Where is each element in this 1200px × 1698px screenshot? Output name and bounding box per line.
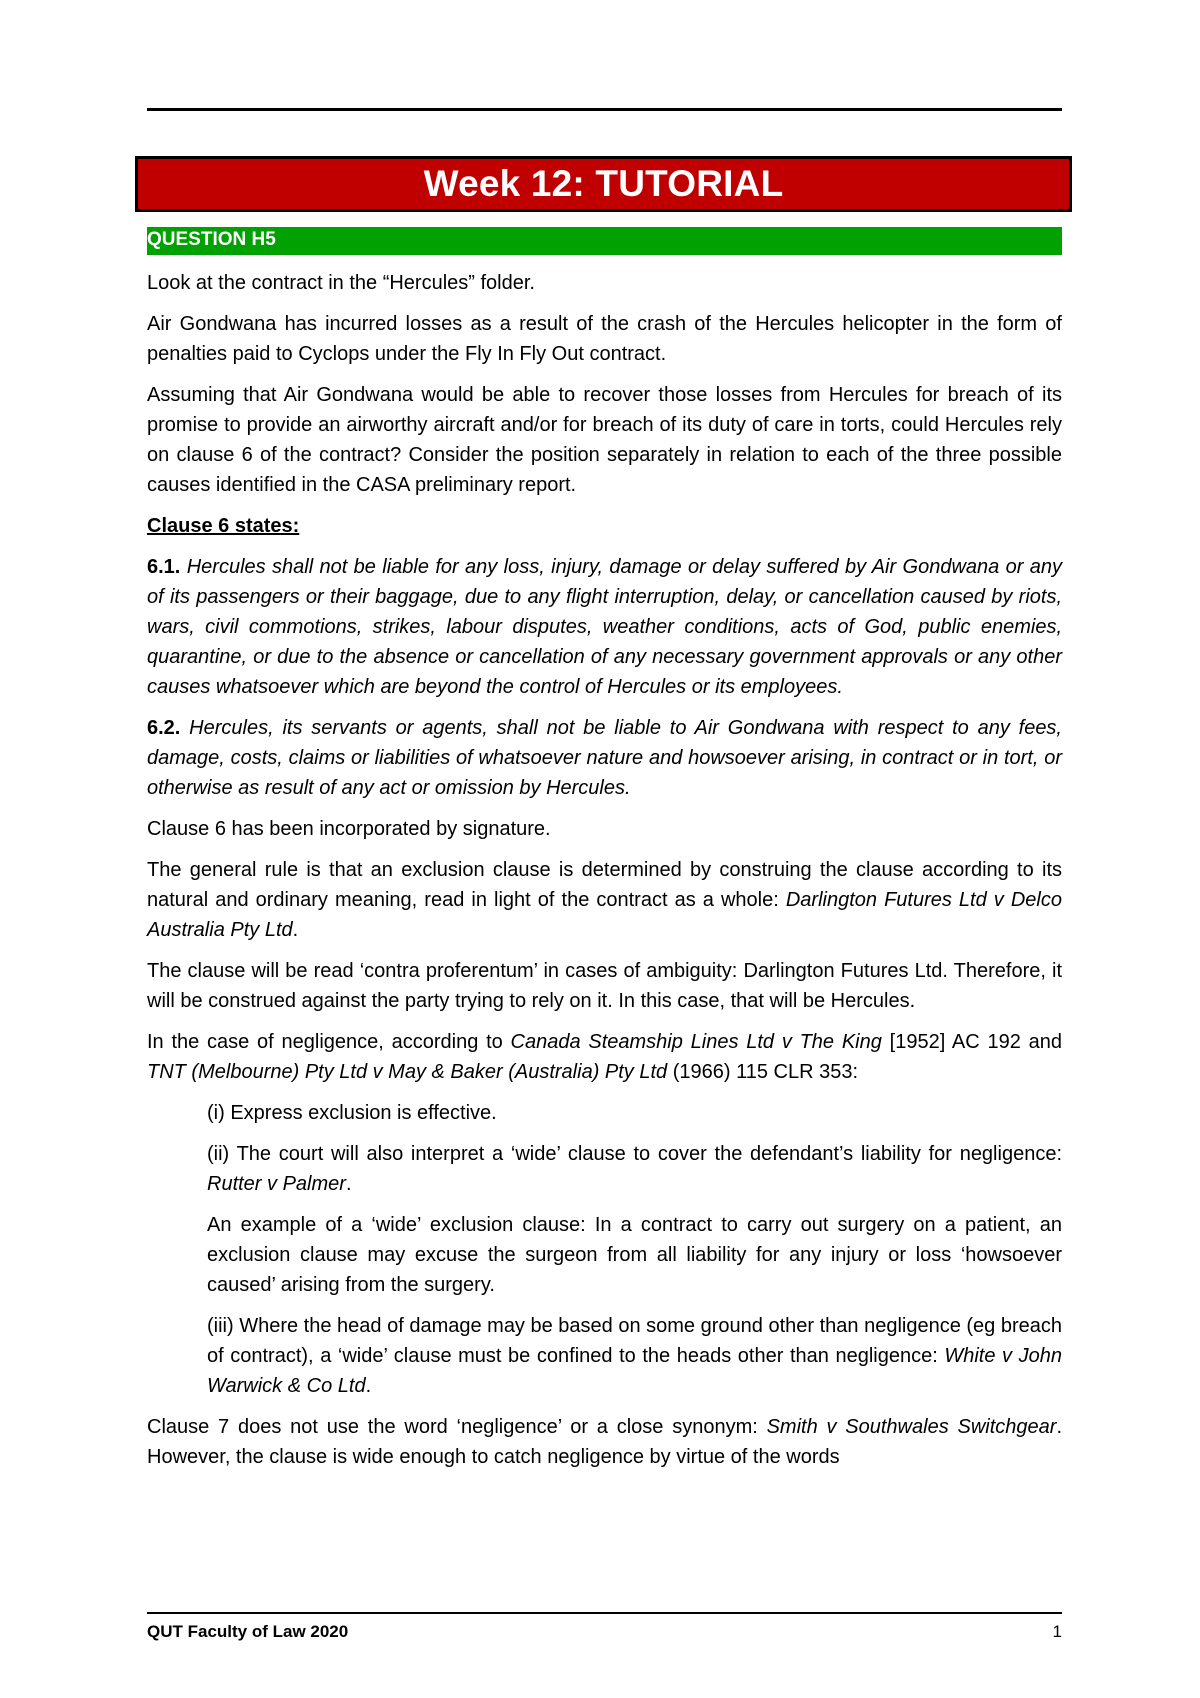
negligence-text-c: [1952] AC 192 and <box>881 1031 1063 1053</box>
clause-6-2 <box>147 713 1062 803</box>
paragraph-question: Assuming that Air Gondwana would be able to recover those losses from Hercules for breach of its promise to provide an airworthy aircraft and/or for breach of its duty of care in torts, could Hercules rely on clause 6 of the contract? Consider the position separately in relation to each of the three possible causes identified in the CASA preliminary report. <box>147 384 1062 496</box>
clause-6-1-text: Hercules shall not be liable for any loss, injury, damage or delay suffered by Air Gondwana or any of its passengers or their baggage, due to any flight interruption, delay, or cancellation caused by riots, wars, civil commotions, strikes, labour disputes, weather conditions, acts of God, public enemies, quarantine, or due to the absence or cancellation of any necessary government approvals or any other causes whatsoever which are beyond the control of Hercules or its employees. <box>147 556 1063 698</box>
paragraph-general-rule <box>147 855 1062 945</box>
negligence-text-e: (1966) 115 CLR 353: <box>667 1061 859 1083</box>
list-item-ii-text: (ii) The court will also interpret a ‘wide’ clause to cover the defendant’s liability for negligence: <box>207 1143 1062 1165</box>
general-rule-text: The general rule is that an exclusion clause is determined by construing the clause according to its natural and ordinary meaning, read in light of the contract as a whole: <box>147 859 1062 911</box>
clause-6-2-text: Hercules, its servants or agents, shall not be liable to Air Gondwana with respect to any fees, damage, costs, claims or liabilities of whatsoever nature and howsoever arising, in contract or in tort, or otherwise as result of any act or omission by Hercules. <box>147 717 1062 799</box>
page-number: 1 <box>1052 1622 1062 1641</box>
question-heading: QUESTION H5 <box>147 229 276 250</box>
negligence-text-a: In the case of negligence, according to <box>147 1031 511 1053</box>
document-body <box>147 268 1062 1483</box>
list-item-example: An example of a ‘wide’ exclusion clause: In a contract to carry out surgery on a patient, an exclusion clause may excuse the surgeon from all liability for any injury or loss ‘howsoever caused’ arising from the surgery. <box>207 1214 1062 1296</box>
clause-7-text-c: . However, the clause is wide enough to catch negligence by virtue of the words <box>147 1416 1062 1468</box>
page-title: Week 12: TUTORIAL <box>423 163 784 204</box>
clause-6-1-number: 6.1. <box>147 556 181 578</box>
paragraph-intro: Look at the contract in the “Hercules” folder. <box>147 272 535 294</box>
clause-6-2-number: 6.2. <box>147 717 181 739</box>
paragraph-negligence <box>147 1027 1062 1087</box>
footer-rule <box>147 1612 1062 1614</box>
clause-heading <box>147 511 1062 541</box>
general-rule-end: . <box>292 919 299 941</box>
case-rutter: Rutter v Palmer <box>207 1173 346 1195</box>
clause-heading-text: Clause 6 states: <box>147 515 300 537</box>
clause-6-1 <box>147 552 1062 702</box>
paragraph-clause-7 <box>147 1412 1062 1472</box>
case-white: White v John Warwick & Co Ltd <box>207 1345 1062 1397</box>
paragraph-incorporation: Clause 6 has been incorporated by signature. <box>147 818 551 840</box>
case-darlington: Darlington Futures Ltd v Delco Australia Pty Ltd <box>147 889 1062 941</box>
header-rule <box>147 108 1062 111</box>
title-banner <box>135 156 1072 212</box>
paragraph-contra-proferentum: The clause will be read ‘contra proferentum’ in cases of ambiguity: Darlington Futures Ltd. Therefore, it will be construed against the party trying to rely on it. In this case, that will be Hercules. <box>147 960 1062 1012</box>
list-item-ii <box>207 1139 1062 1199</box>
list-item-iii-end: . <box>365 1375 372 1397</box>
list-item-iii <box>207 1311 1062 1401</box>
clause-7-text-a: Clause 7 does not use the word ‘negligence’ or a close synonym: <box>147 1416 767 1438</box>
footer-text: QUT Faculty of Law 2020 <box>147 1622 349 1641</box>
list-item-i: (i) Express exclusion is effective. <box>207 1102 497 1124</box>
list-item-ii-end: . <box>345 1173 352 1195</box>
question-heading-bar <box>147 227 1062 255</box>
list-item-iii-text: (iii) Where the head of damage may be based on some ground other than negligence (eg breach of contract), a ‘wide’ clause must be confined to the heads other than negligence: <box>207 1315 1062 1367</box>
paragraph-losses: Air Gondwana has incurred losses as a result of the crash of the Hercules helicopter in the form of penalties paid to Cyclops under the Fly In Fly Out contract. <box>147 313 1062 365</box>
case-canada-steamship: Canada Steamship Lines Ltd v The King <box>510 1031 882 1053</box>
case-tnt: TNT (Melbourne) Pty Ltd v May & Baker (Australia) Pty Ltd <box>147 1061 668 1083</box>
case-smith: Smith v Southwales Switchgear <box>766 1416 1057 1438</box>
